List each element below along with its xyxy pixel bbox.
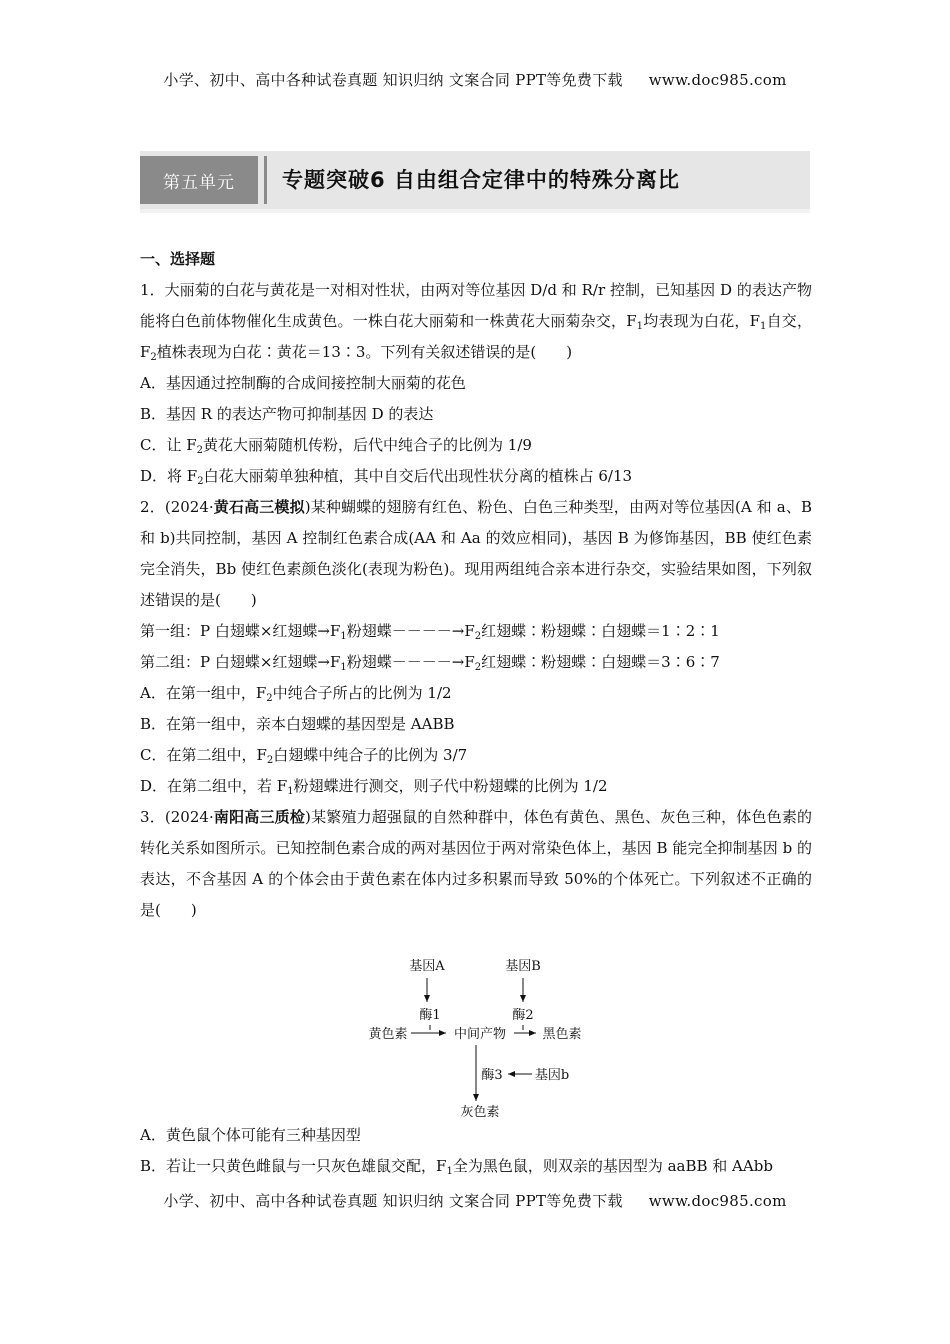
diagram-gene-b-lower: 基因b bbox=[534, 1068, 570, 1083]
diagram-gene-a: 基因A bbox=[409, 959, 445, 974]
question-2-option-d: D．在第二组中，若 $F_1$粉翅蝶进行测交，则子代中粉翅蝶的比例为 1/2 bbox=[140, 777, 608, 797]
question-1-option-c: C．让 $F_2$黄花大丽菊随机传粉，后代中纯合子的比例为 1/9 bbox=[140, 436, 532, 456]
page-footer bbox=[0, 1190, 950, 1211]
footer-text: 小学、初中、高中各种试卷真题 知识归纳 文案合同 PPT等免费下载 bbox=[163, 1192, 623, 1210]
page-header bbox=[0, 69, 950, 90]
diagram-gray-pigment: 灰色素 bbox=[460, 1105, 500, 1120]
question-1-option-d: D．将 $F_2$白花大丽菊单独种植，其中自交后代出现性状分离的植株占 6/13 bbox=[140, 467, 633, 487]
document-body bbox=[140, 244, 812, 1182]
question-2-stem: 2．(2024·黄石高三模拟)某种蝴蝶的翅膀有红色、粉色、白色三种类型，由两对等位基因(A 和 a、B 和 b)共同控制，基因 A 控制红色素合成(AA 和 Aa 的效应相同)，基因 B 为修饰基因，BB 使红色素完全消失，Bb 使红色素颜色淡化(表现为粉色)。现用两组纯合亲本进行杂交，实验结果如图，下列叙述错误的是( ) bbox=[140, 498, 812, 609]
question-1-stem: 1．大丽菊的白花与黄花是一对相对性状，由两对等位基因 D/d 和 R/r 控制，已知基因 D 的表达产物能将白色前体物催化生成黄色。一株白花大丽菊和一株黄花大丽菊杂交，$F_1$均表现为白花，$F_1$自交，$F_2$植株表现为白花∶黄花＝13∶3。下列有关叙述错误的是( ) bbox=[140, 281, 812, 363]
diagram-enzyme-3: 酶3 bbox=[481, 1068, 503, 1083]
unit-banner bbox=[140, 143, 810, 216]
diagram-enzyme-2: 酶2 bbox=[512, 1008, 534, 1023]
diagram-gene-b: 基因B bbox=[505, 959, 541, 974]
question-2-group-1: 第一组：P 白翅蝶×红翅蝶$\to F_1$粉翅蝶$----\to F_2$红翅蝶∶粉翅蝶∶白翅蝶＝1∶2∶1 bbox=[140, 622, 720, 642]
diagram-yellow-pigment: 黄色素 bbox=[368, 1027, 408, 1042]
question-2-group-2: 第二组：P 白翅蝶×红翅蝶$\to F_1$粉翅蝶$----\to F_2$红翅蝶∶粉翅蝶∶白翅蝶＝3∶6∶7 bbox=[140, 653, 720, 673]
question-3-option-b: B．若让一只黄色雌鼠与一只灰色雄鼠交配，$F_1$全为黑色鼠，则双亲的基因型为 aaBB 和 AAbb bbox=[140, 1157, 773, 1177]
diagram-intermediate: 中间产物 bbox=[453, 1027, 507, 1042]
banner-divider bbox=[264, 156, 267, 204]
header-text: 小学、初中、高中各种试卷真题 知识归纳 文案合同 PPT等免费下载 bbox=[163, 71, 623, 89]
question-2-option-b: B．在第一组中，亲本白翅蝶的基因型是 AABB bbox=[140, 715, 455, 733]
question-2-option-a: A．在第一组中，$F_2$中纯合子所占的比例为 1/2 bbox=[140, 684, 452, 704]
question-2-source: 黄石高三模拟 bbox=[213, 498, 305, 516]
question-2-option-c: C．在第二组中，$F_2$白翅蝶中纯合子的比例为 3/7 bbox=[140, 746, 468, 766]
unit-label: 第五单元 bbox=[140, 156, 258, 204]
diagram-enzyme-1: 酶1 bbox=[419, 1008, 441, 1023]
banner-underline bbox=[140, 209, 810, 213]
question-3-option-a: A．黄色鼠个体可能有三种基因型 bbox=[140, 1126, 361, 1144]
question-1-option-b: B．基因 R 的表达产物可抑制基因 D 的表达 bbox=[140, 405, 434, 423]
header-url[interactable]: www.doc985.com bbox=[648, 71, 787, 89]
question-3-source: 南阳高三质检 bbox=[213, 808, 306, 826]
page-title: 专题突破6 自由组合定律中的特殊分离比 bbox=[282, 168, 680, 192]
pigment-pathway-diagram bbox=[140, 926, 812, 1120]
footer-url[interactable]: www.doc985.com bbox=[648, 1192, 787, 1210]
question-3-stem: 3．(2024·南阳高三质检)某繁殖力超强鼠的自然种群中，体色有黄色、黑色、灰色三种，体色色素的转化关系如图所示。已知控制色素合成的两对基因位于两对常染色体上，基因 B 能完全抑制基因 b 的表达，不含基因 A 的个体会由于黄色素在体内过多积累而导致 50%的个体死亡。下列叙述不正确的是( ) bbox=[140, 808, 813, 919]
question-1-option-a: A．基因通过控制酶的合成间接控制大丽菊的花色 bbox=[140, 374, 466, 392]
section-heading: 一、选择题 bbox=[140, 250, 216, 268]
diagram-black-pigment: 黑色素 bbox=[542, 1027, 582, 1042]
